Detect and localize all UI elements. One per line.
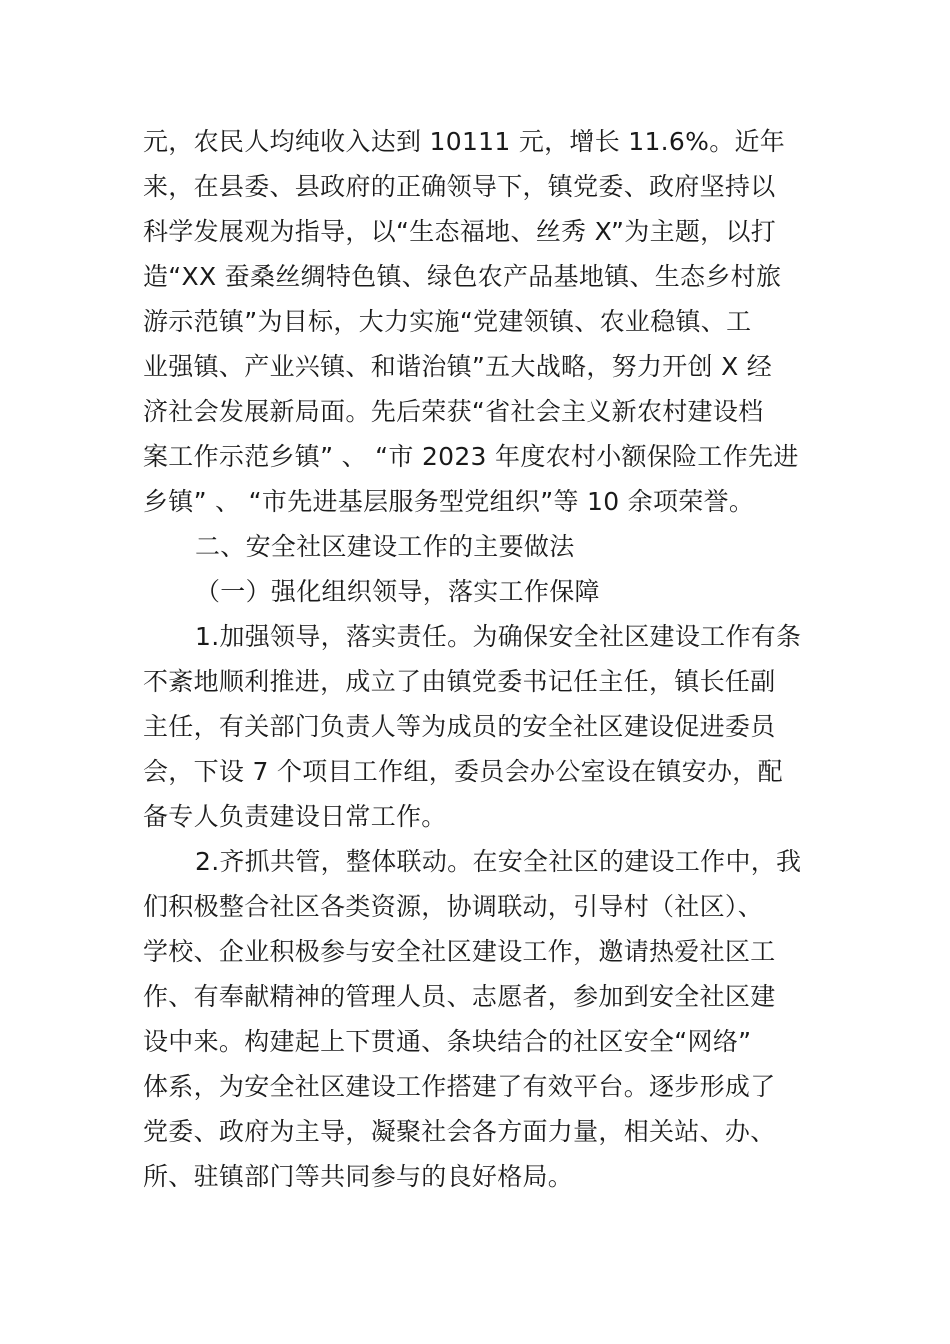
text-line: 学校、企业积极参与安全社区建设工作，邀请热爱社区工 <box>143 937 776 966</box>
text-line: 元，农民人均纯收入达到 10111 元，增长 11.6%。近年 <box>143 127 786 156</box>
text-line: 党委、政府为主导，凝聚社会各方面力量，相关站、办、 <box>143 1117 776 1146</box>
text-line: 所、驻镇部门等共同参与的良好格局。 <box>143 1162 574 1191</box>
paragraph-start: 2.齐抓共管，整体联动。在安全社区的建设工作中，我 <box>195 847 802 876</box>
text-line: 们积极整合社区各类资源，协调联动，引导村（社区）、 <box>143 892 764 921</box>
document-body <box>143 119 813 1199</box>
text-line: 业强镇、产业兴镇、和谐治镇”五大战略，努力开创 X 经 <box>143 352 773 381</box>
text-line: 主任，有关部门负责人等为成员的安全社区建设促进委员 <box>143 712 776 741</box>
text-line: 造“XX 蚕桑丝绸特色镇、绿色农产品基地镇、生态乡村旅 <box>143 262 782 291</box>
text-line: 会，下设 7 个项目工作组，委员会办公室设在镇安办，配 <box>143 757 783 786</box>
text-line: 备专人负责建设日常工作。 <box>143 802 447 831</box>
paragraph-start: 1.加强领导，落实责任。为确保安全社区建设工作有条 <box>195 622 802 651</box>
text-line: 乡镇” 、 “市先进基层服务型党组织”等 10 余项荣誉。 <box>143 487 755 516</box>
text-line: 济社会发展新局面。先后荣获“省社会主义新农村建设档 <box>143 397 764 426</box>
text-line: 体系，为安全社区建设工作搭建了有效平台。逐步形成了 <box>143 1072 776 1101</box>
text-line: 来，在县委、县政府的正确领导下，镇党委、政府坚持以 <box>143 172 776 201</box>
text-line: 案工作示范乡镇” 、 “市 2023 年度农村小额保险工作先进 <box>143 442 799 471</box>
text-line: 科学发展观为指导，以“生态福地、丝秀 X”为主题，以打 <box>143 217 777 246</box>
text-line: 作、有奉献精神的管理人员、志愿者，参加到安全社区建 <box>143 982 776 1011</box>
section-heading: 二、安全社区建设工作的主要做法 <box>195 532 575 561</box>
text-line: 游示范镇”为目标，大力实施“党建领镇、农业稳镇、工 <box>143 307 752 336</box>
text-line: 设中来。构建起上下贯通、条块结合的社区安全“网络” <box>143 1027 752 1056</box>
text-line: 不紊地顺利推进，成立了由镇党委书记任主任，镇长任副 <box>143 667 776 696</box>
subsection-heading: （一）强化组织领导，落实工作保障 <box>195 577 600 606</box>
